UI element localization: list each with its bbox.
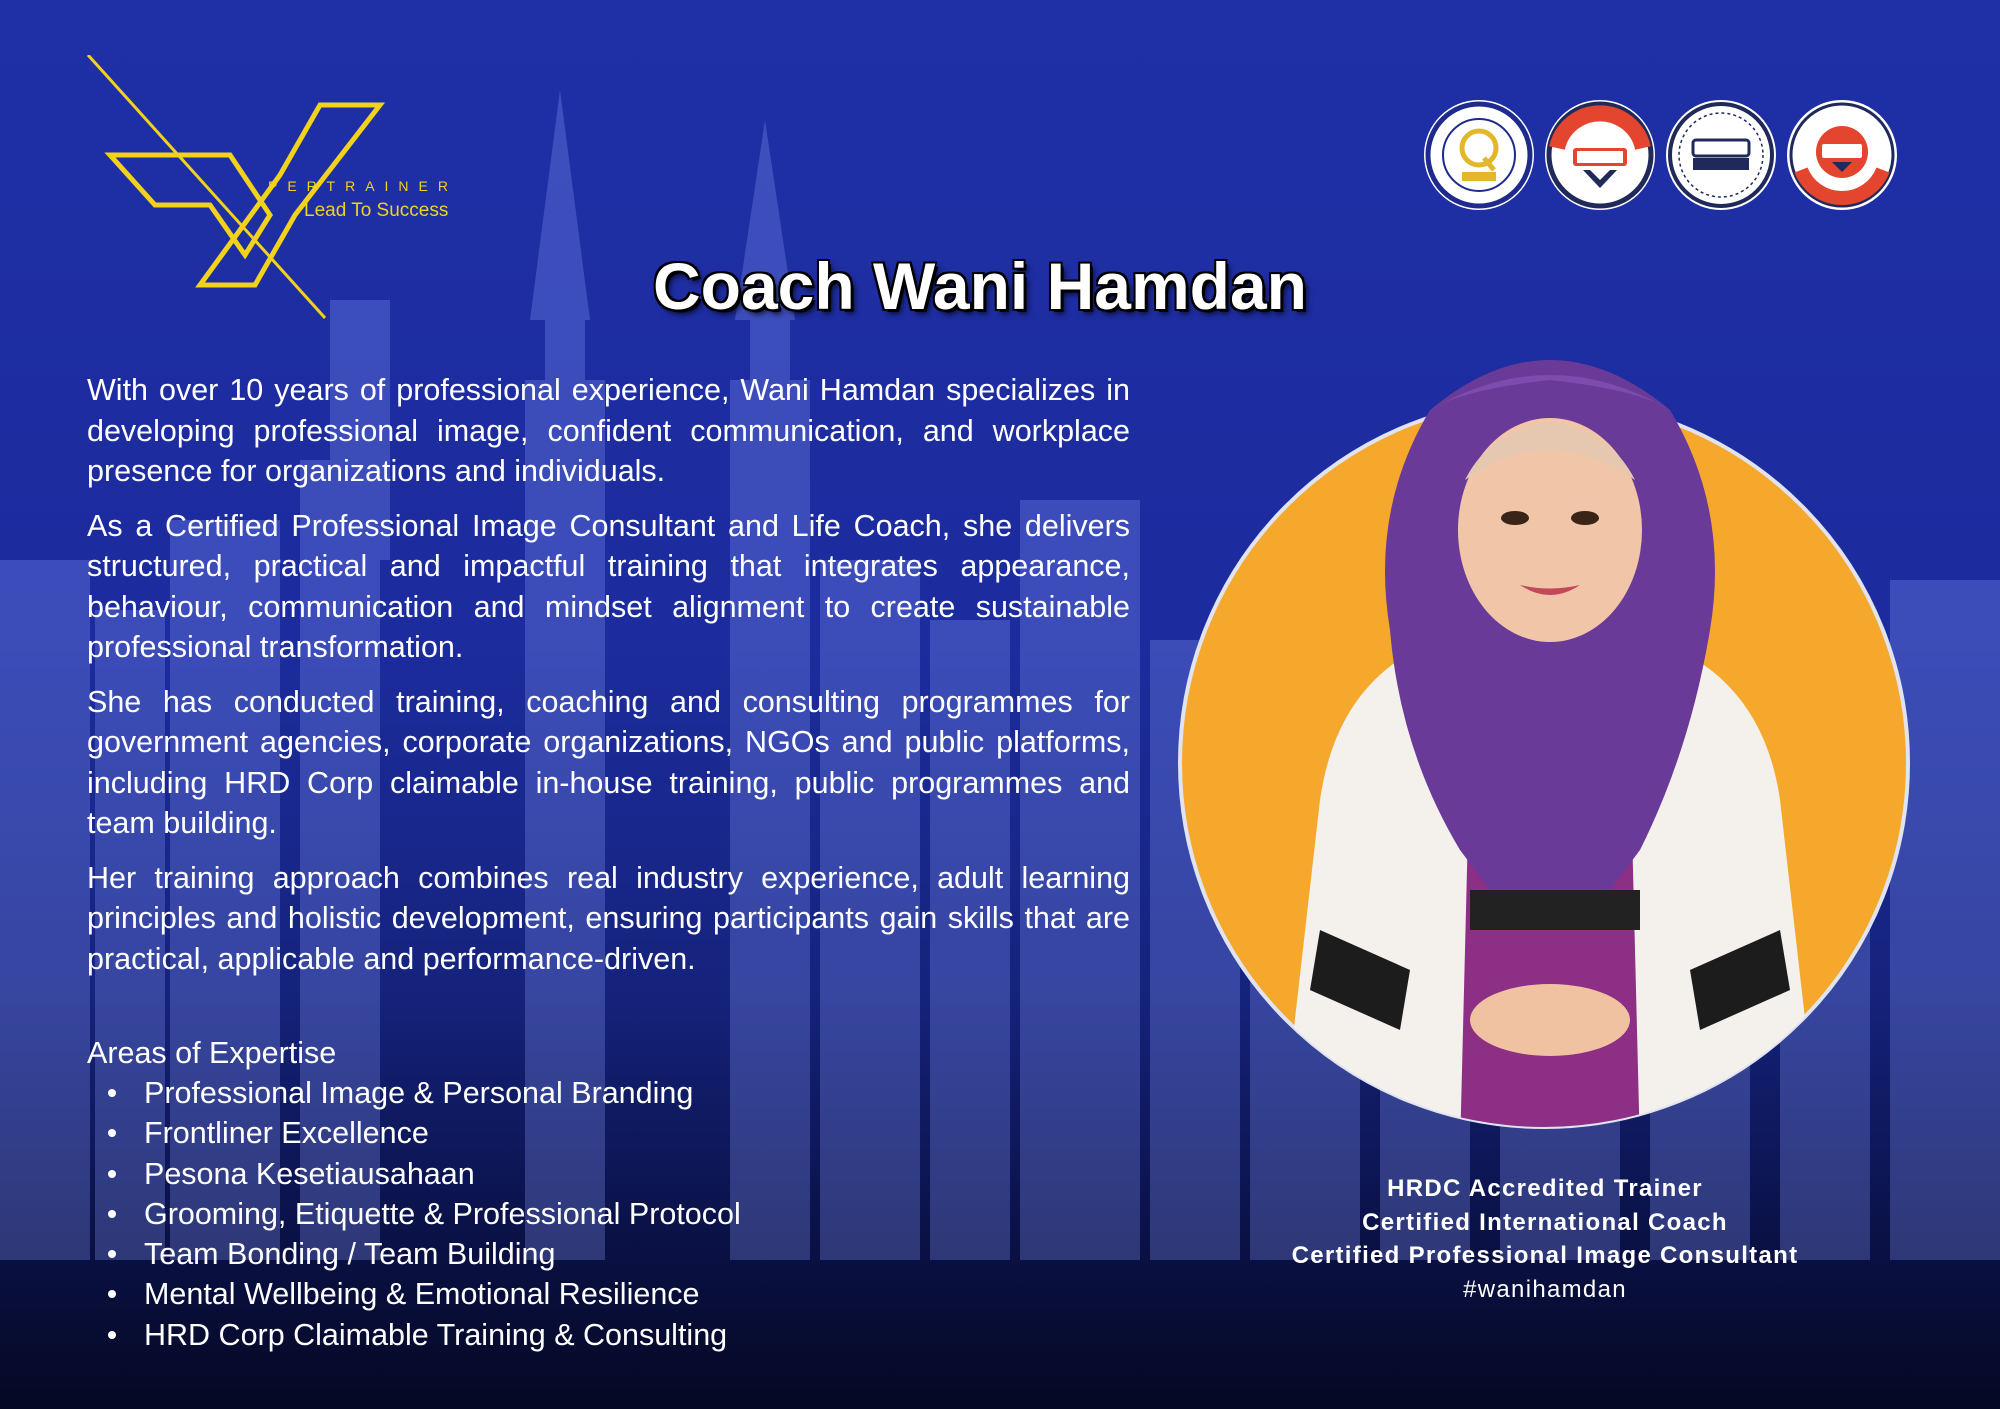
list-item <box>87 1073 987 1113</box>
page-title: Coach Wani Hamdan <box>653 249 1307 323</box>
hashtag: #wanihamdan <box>1463 1275 1627 1303</box>
expertise-item-label: HRD Corp Claimable Training & Consulting <box>144 1317 728 1352</box>
list-item <box>87 1234 987 1274</box>
hrd-corp-accredited-seal-icon <box>1787 100 1897 210</box>
bullet-icon <box>108 1129 116 1137</box>
list-item <box>87 1194 987 1234</box>
brand-block <box>268 178 498 222</box>
expertise-item-label: Professional Image & Personal Branding <box>144 1076 694 1110</box>
credentials-block <box>1180 1172 1910 1306</box>
bullet-icon <box>108 1290 116 1298</box>
trainer-portrait <box>1170 330 1930 1150</box>
bullet-icon <box>108 1331 116 1339</box>
expertise-item-label: Frontliner Excellence <box>144 1116 429 1151</box>
bio-paragraph: As a Certified Professional Image Consultant and Life Coach, she delivers structured, practical and impactful training that integrates appearance, behaviour, communication and mindset alignment to create sustainable professional transformation. <box>87 508 1130 664</box>
list-item <box>87 1154 987 1194</box>
brand-word: PERTRAINER <box>268 178 458 194</box>
list-item <box>87 1315 987 1355</box>
bio-paragraph: Her training approach combines real industry experience, adult learning principles and holistic development, ensuring participants gain skills that are practical, applicable and performance-driven. <box>87 860 1130 976</box>
bio-paragraph: She has conducted training, coaching and consulting programmes for government agencies, corporate organizations, NGOs and public platforms, including HRD Corp claimable in-house training, public programmes and team building. <box>87 684 1130 840</box>
credential-line: Certified International Coach <box>1362 1208 1728 1236</box>
aidaq-seal-icon <box>1424 100 1534 210</box>
expertise-heading: Areas of Expertise <box>87 1036 337 1070</box>
expertise-item-label: Team Bonding / Team Building <box>144 1237 556 1272</box>
expertise-item-label: Pesona Kesetiausahaan <box>144 1156 475 1191</box>
expertise-item-label: Mental Wellbeing & Emotional Resilience <box>144 1277 700 1312</box>
bullet-icon <box>108 1210 116 1218</box>
brand-tagline: Lead To Success <box>304 200 449 221</box>
bio-paragraph: With over 10 years of professional experience, Wani Hamdan specializes in developing professional image, confident communication, and workplace presence for organizations and individuals. <box>87 373 1130 488</box>
bullet-icon <box>108 1089 116 1097</box>
bullet-icon <box>108 1170 116 1178</box>
list-item <box>87 1113 987 1153</box>
credential-line: HRDC Accredited Trainer <box>1387 1175 1703 1202</box>
expertise-list <box>87 1073 987 1355</box>
hrd-corp-claimable-seal-icon <box>1666 100 1776 210</box>
credential-line: Certified Professional Image Consultant <box>1291 1242 1799 1269</box>
accreditation-badges <box>1424 100 1896 212</box>
hrd-corp-registered-seal-icon <box>1545 100 1655 210</box>
expertise-item-label: Grooming, Etiquette & Professional Protocol <box>144 1196 741 1231</box>
expertise-section <box>87 1033 987 1355</box>
list-item <box>87 1274 987 1314</box>
bullet-icon <box>108 1250 116 1258</box>
bio-section <box>87 370 1130 993</box>
